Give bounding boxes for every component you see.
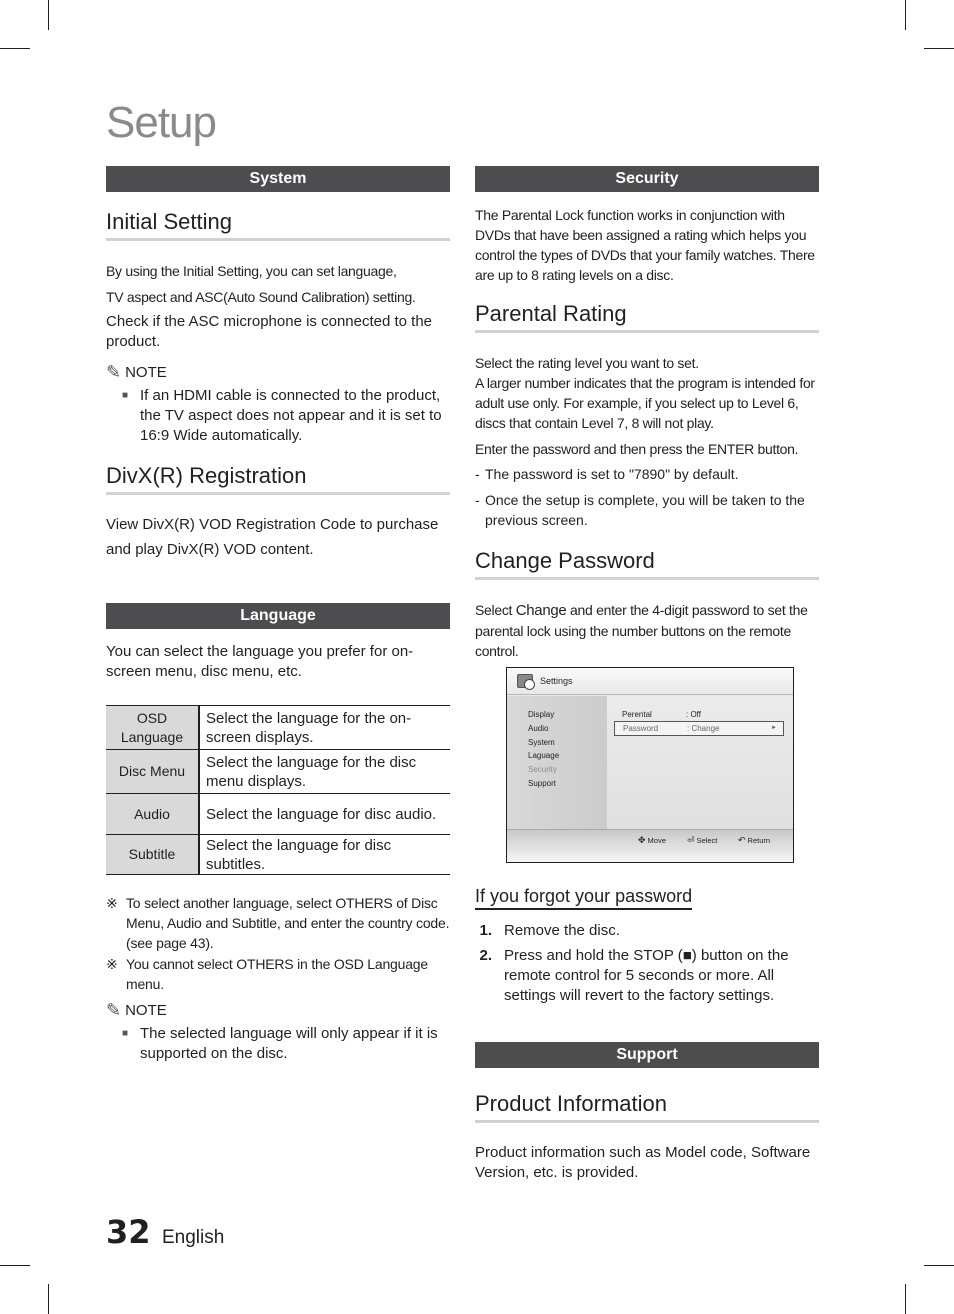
- table-row: [106, 750, 450, 794]
- tip-item: [106, 893, 450, 953]
- settings-row-value: : Change: [687, 724, 720, 733]
- settings-menu-item: System: [528, 737, 555, 747]
- move-arrows-icon: ✥: [638, 835, 646, 845]
- initial-setting-text: Check if the ASC microphone is connected to the product.: [106, 313, 433, 350]
- step-number: 1.: [479, 922, 492, 939]
- table-value: Select the language for disc subtitles.: [199, 835, 450, 875]
- left-column: [106, 166, 450, 1064]
- parental-dash-item: - The password is set to "7890" by default.: [475, 466, 739, 482]
- pencil-icon: ✎: [106, 362, 122, 382]
- crop-mark: [0, 48, 30, 49]
- language-intro: You can select the language you prefer for on-screen menu, disc menu, etc.: [106, 643, 414, 680]
- crop-mark: [905, 0, 906, 30]
- system-section-bar: System: [106, 166, 450, 192]
- page-title: Setup: [106, 98, 216, 147]
- settings-menu-item: Audio: [528, 723, 549, 733]
- square-bullet-icon: ■: [122, 390, 129, 401]
- crop-mark: [905, 1284, 906, 1314]
- forgot-password-block: [475, 886, 819, 1006]
- crop-mark: [48, 1284, 49, 1314]
- settings-menu-item: Security: [528, 765, 557, 775]
- dash-text: The password is set to "7890" by default.: [485, 466, 739, 482]
- table-key: OSD Language: [106, 706, 199, 750]
- settings-select-hint: ⏎ Select: [687, 835, 718, 845]
- table-row: [106, 835, 450, 875]
- table-value: Select the language for the on-screen displays.: [199, 706, 450, 750]
- tip-text: You cannot select OTHERS in the OSD Language menu.: [126, 956, 428, 992]
- note-item: [106, 1024, 450, 1064]
- settings-return-hint: ↶ Return: [738, 835, 771, 845]
- initial-setting-text: By using the Initial Setting, you can set language,: [106, 263, 397, 279]
- table-row: [106, 794, 450, 835]
- forgot-password-heading: If you forgot your password: [475, 886, 692, 910]
- initial-setting-heading: Initial Setting: [106, 208, 450, 241]
- settings-screen-title: Settings: [540, 676, 573, 686]
- square-bullet-icon: ■: [122, 1028, 129, 1039]
- settings-menu-item: Laguage: [528, 751, 560, 761]
- settings-menu-item: Support: [528, 778, 557, 788]
- arrow-right-icon: ►: [771, 725, 777, 731]
- support-block: [475, 1042, 819, 1183]
- step-number: 2.: [479, 947, 492, 964]
- change-password-heading: Change Password: [475, 547, 819, 580]
- note-text: If an HDMI cable is connected to the product, the TV aspect does not appear and it is set to 16:9 Wide automatically.: [140, 387, 442, 444]
- reference-mark-icon: ※: [106, 895, 118, 911]
- step-item: [475, 946, 819, 1006]
- note-label: NOTE: [125, 364, 167, 381]
- table-value: Select the language for the disc menu displays.: [199, 750, 450, 794]
- divx-heading: DivX(R) Registration: [106, 462, 450, 495]
- settings-screen-header: [507, 668, 793, 695]
- support-section-bar: Support: [475, 1042, 819, 1068]
- settings-row-label: Password: [623, 724, 659, 733]
- return-icon: ↶: [738, 835, 746, 845]
- settings-move-hint: ✥ Move: [638, 835, 666, 845]
- crop-mark: [48, 0, 49, 30]
- note-label: NOTE: [125, 1002, 167, 1019]
- initial-setting-text: TV aspect and ASC(Auto Sound Calibration) setting.: [106, 289, 416, 305]
- language-table: [106, 705, 450, 875]
- parental-text: Select the rating level you want to set.: [475, 355, 699, 371]
- settings-button-bar: [507, 829, 793, 862]
- settings-gear-icon: [517, 674, 533, 688]
- step-text: Remove the disc.: [504, 922, 620, 939]
- note-heading: [106, 362, 450, 383]
- crop-mark: [924, 1265, 954, 1266]
- dash-text: Once the setup is complete, you will be taken to the previous screen.: [485, 492, 805, 528]
- settings-row-selected: [614, 721, 784, 736]
- divx-text: and play DivX(R) VOD content.: [106, 541, 314, 558]
- crop-mark: [924, 48, 954, 49]
- tip-item: [106, 954, 450, 994]
- note-text: The selected language will only appear if it is supported on the disc.: [140, 1025, 438, 1062]
- settings-menu: [507, 696, 607, 830]
- crop-mark: [0, 1265, 30, 1266]
- settings-panel: [607, 696, 793, 830]
- enter-icon: ⏎: [687, 835, 695, 845]
- table-key: Disc Menu: [106, 750, 199, 794]
- settings-screen-illustration: [506, 667, 794, 863]
- divx-text: View DivX(R) VOD Registration Code to purchase: [106, 516, 439, 533]
- pencil-icon: ✎: [106, 1000, 122, 1020]
- parental-text: Enter the password and then press the ENTER button.: [475, 441, 799, 457]
- table-key: Subtitle: [106, 835, 199, 875]
- table-row: [106, 706, 450, 750]
- page-language: English: [162, 1227, 225, 1248]
- step-item: [475, 921, 819, 941]
- change-password-text: Select Change and enter the 4-digit password to set the parental lock using the number buttons on the remote control.: [475, 602, 808, 659]
- product-information-text: Product information such as Model code, Software Version, etc. is provided.: [475, 1144, 811, 1181]
- parental-dash-item: - Once the setup is complete, you will be taken to the previous screen.: [475, 490, 819, 530]
- security-intro: The Parental Lock function works in conjunction with DVDs that have been assigned a rating which helps you control the types of DVDs that your family watches. There are up to 8 rating levels on a disc.: [475, 207, 815, 283]
- settings-row-value: : Off: [686, 710, 701, 719]
- parental-rating-heading: Parental Rating: [475, 300, 819, 333]
- product-information-heading: Product Information: [475, 1090, 819, 1123]
- page-number: 32: [106, 1213, 151, 1251]
- security-section-bar: Security: [475, 166, 819, 192]
- parental-text: A larger number indicates that the program is intended for adult use only. For example, if you select up to Level 6, discs that contain Level 7, 8 will not play.: [475, 375, 815, 431]
- step-text: Press and hold the STOP (■) button on the remote control for 5 seconds or more. All settings will revert to the factory settings.: [504, 947, 789, 1004]
- note-item: [106, 386, 450, 446]
- settings-menu-item: Display: [528, 710, 555, 719]
- settings-row-label: Perental: [622, 710, 652, 719]
- reference-mark-icon: ※: [106, 956, 118, 972]
- tip-text: To select another language, select OTHERS of Disc Menu, Audio and Subtitle, and enter the country code. (see page 43).: [126, 895, 450, 951]
- note-heading: [106, 1000, 450, 1021]
- settings-row: [607, 708, 793, 721]
- language-section-bar: Language: [106, 603, 450, 629]
- table-value: Select the language for disc audio.: [199, 794, 450, 835]
- table-key: Audio: [106, 794, 199, 835]
- right-column: [475, 166, 819, 1181]
